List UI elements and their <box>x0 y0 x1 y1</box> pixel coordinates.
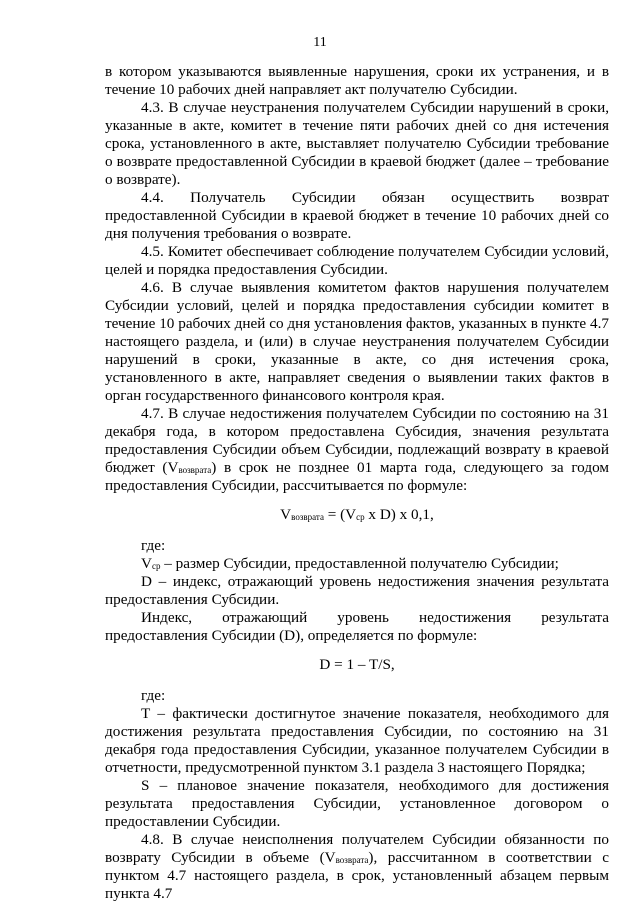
formula-refund <box>105 506 609 524</box>
definition-t: T – фактически достигнутое значение показателя, необходимого для достижения результата предоставления Субсидии, по состоянию на 31 декабря года предоставления Субсидии, указанное получателем Субсидии в отчетности, предусмотренной пунктом 3.1 раздела 3 настоящего Порядка; <box>105 705 609 776</box>
formula-refund-subscript-1: возврата <box>291 512 324 522</box>
definition-vsr-text: – размер Субсидии, предоставленной получателю Субсидии; <box>160 555 559 572</box>
paragraph-4-8 <box>105 831 609 903</box>
paragraph-4-6: 4.6. В случае выявления комитетом фактов нарушения получателем Субсидии условий, целей и порядка предоставления субсидии комитет в течение 10 рабочих дней со дня установления фактов, указанных в пункте 4.7 настоящего раздела, и (или) в случае неустранения получателем Субсидии нарушений в сроки, указанные в акте, со дня истечения срока, установленного в акте, направляет сведения о выявлении таких фактов в орган государственного финансового контроля края. <box>105 279 609 404</box>
where-label-2: где: <box>141 687 166 704</box>
formula-index: D = 1 – T/S, <box>319 656 395 673</box>
definition-vsr-subscript: ср <box>151 561 161 571</box>
index-definition: Индекс, отражающий уровень недостижения результата предоставления Субсидии (D), определяется по формуле: <box>105 609 609 644</box>
definition-vsr <box>105 555 609 573</box>
paragraph-4-3: 4.3. В случае неустранения получателем Субсидии нарушений в сроки, указанные в акте, комитет в течение пяти рабочих дней со дня истечения срока, установленного в акте, выставляет получателю Субсидии требование о возврате предоставленной Субсидии в краевой бюджет (далее – требование о возврате). <box>105 99 609 188</box>
document-body <box>105 63 609 903</box>
paragraph-4-4: 4.4. Получатель Субсидии обязан осуществить возврат предоставленной Субсидии в краевой бюджет в течение 10 рабочих дней со дня получения требования о возврате. <box>105 189 609 242</box>
definition-vsr-v: V <box>141 555 152 572</box>
formula-refund-subscript-2: ср <box>356 512 365 522</box>
paragraph-continuation: в котором указываются выявленные нарушения, сроки их устранения, и в течение 10 рабочих дней направляет акт получателю Субсидии. <box>105 63 609 98</box>
paragraph-4-8-text-a: 4.8. В случае неисполнения получателем Субсидии обязанности по возврату Субсидии в объеме (V <box>105 831 609 866</box>
where-label-1: где: <box>141 537 166 554</box>
page-number: 11 <box>313 35 327 50</box>
definition-s: S – плановое значение показателя, необходимого для достижения результата предоставления Субсидии, установленное договором о предоставлении Субсидии. <box>105 777 609 830</box>
paragraph-4-8-text-b: ), рассчитанном в соответствии с пунктом 4.7 настоящего раздела, в срок, установленный абзацем первым пункта 4.7 <box>105 849 609 902</box>
paragraph-4-7 <box>105 405 609 495</box>
paragraph-4-7-subscript: возврата <box>178 465 212 475</box>
paragraph-4-7-text-a: 4.7. В случае недостижения получателем Субсидии по состоянию на 31 декабря года, в котором предоставлена Субсидия, значения результата предоставления Субсидии объем Субсидии, подлежащий возврату в краевой бюджет (V <box>105 405 609 476</box>
paragraph-4-7-text-b: ) в срок не позднее 01 марта года, следующего за годом предоставления Субсидии, рассчитывается по формуле: <box>105 459 609 494</box>
paragraph-4-8-subscript: возврата <box>335 855 369 865</box>
formula-refund-v: V <box>280 506 292 523</box>
formula-refund-end: x D) x 0,1, <box>364 506 434 523</box>
paragraph-4-5: 4.5. Комитет обеспечивает соблюдение получателем Субсидии условий, целей и порядка предоставления Субсидии. <box>105 243 609 278</box>
definition-d: D – индекс, отражающий уровень недостижения значения результата предоставления Субсидии. <box>105 573 609 608</box>
formula-refund-mid: = (V <box>323 506 357 523</box>
